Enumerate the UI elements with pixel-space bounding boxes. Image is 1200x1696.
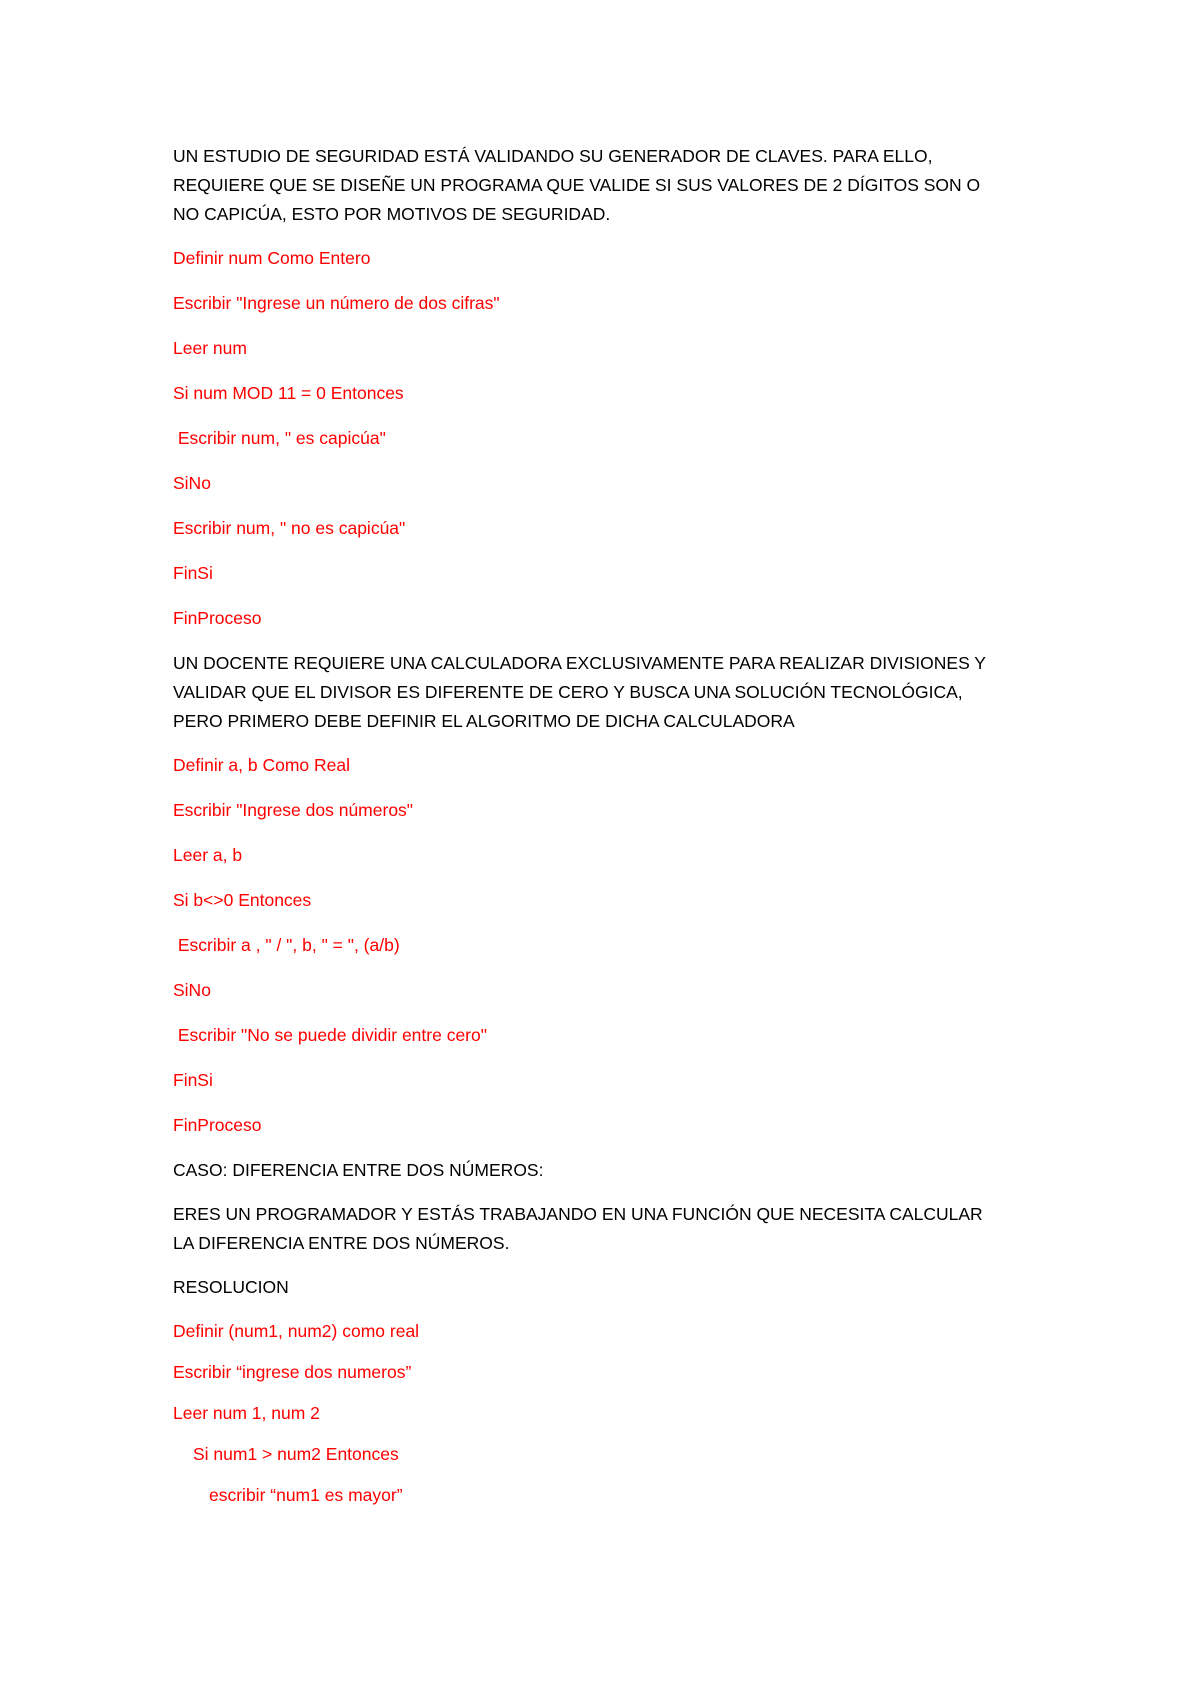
statement-line: NO CAPICÚA, ESTO POR MOTIVOS DE SEGURIDAD. [173, 204, 611, 224]
code-line: SiNo [173, 980, 211, 1000]
statement-line: UN DOCENTE REQUIERE UNA CALCULADORA EXCLUSIVAMENTE PARA REALIZAR DIVISIONES Y [173, 653, 986, 673]
code-line: Si num MOD 11 = 0 Entonces [173, 383, 404, 403]
code-line: Escribir num, " no es capicúa" [173, 518, 406, 538]
code-line: Escribir "No se puede dividir entre cero" [173, 1025, 487, 1045]
code-line: escribir “num1 es mayor” [209, 1485, 403, 1505]
code-line: Si num1 > num2 Entonces [193, 1444, 399, 1464]
case-title: CASO: DIFERENCIA ENTRE DOS NÚMEROS: [173, 1160, 544, 1180]
problem-statement-3 [173, 1200, 1053, 1258]
code-line: FinSi [173, 563, 213, 583]
code-line: Escribir a , " / ", b, " = ", (a/b) [173, 935, 400, 955]
code-line: Escribir num, " es capicúa" [173, 428, 386, 448]
problem-statement-1 [173, 142, 1053, 229]
statement-line: UN ESTUDIO DE SEGURIDAD ESTÁ VALIDANDO SU GENERADOR DE CLAVES. PARA ELLO, [173, 146, 933, 166]
code-line: Leer a, b [173, 845, 243, 865]
resolution-label: RESOLUCION [173, 1277, 289, 1297]
code-line: Definir (num1, num2) como real [173, 1321, 420, 1341]
code-line: Escribir “ingrese dos numeros” [173, 1362, 412, 1382]
statement-line: REQUIERE QUE SE DISEÑE UN PROGRAMA QUE VALIDE SI SUS VALORES DE 2 DÍGITOS SON O [173, 175, 981, 195]
code-line: Leer num 1, num 2 [173, 1403, 320, 1423]
statement-line: PERO PRIMERO DEBE DEFINIR EL ALGORITMO DE DICHA CALCULADORA [173, 711, 795, 731]
code-line: SiNo [173, 473, 211, 493]
code-line: Escribir "Ingrese un número de dos cifras" [173, 293, 500, 313]
code-line: FinProceso [173, 1115, 262, 1135]
problem-statement-2 [173, 649, 1053, 736]
code-line: Definir a, b Como Real [173, 755, 351, 775]
document-content [173, 142, 1053, 1522]
statement-line: VALIDAR QUE EL DIVISOR ES DIFERENTE DE CERO Y BUSCA UNA SOLUCIÓN TECNOLÓGICA, [173, 682, 963, 702]
code-line: Escribir "Ingrese dos números" [173, 800, 414, 820]
code-line: FinProceso [173, 608, 262, 628]
statement-line: LA DIFERENCIA ENTRE DOS NÚMEROS. [173, 1233, 510, 1253]
code-line: Definir num Como Entero [173, 248, 371, 268]
code-line: Si b<>0 Entonces [173, 890, 312, 910]
statement-line: ERES UN PROGRAMADOR Y ESTÁS TRABAJANDO EN UNA FUNCIÓN QUE NECESITA CALCULAR [173, 1204, 983, 1224]
code-line: FinSi [173, 1070, 213, 1090]
code-line: Leer num [173, 338, 247, 358]
